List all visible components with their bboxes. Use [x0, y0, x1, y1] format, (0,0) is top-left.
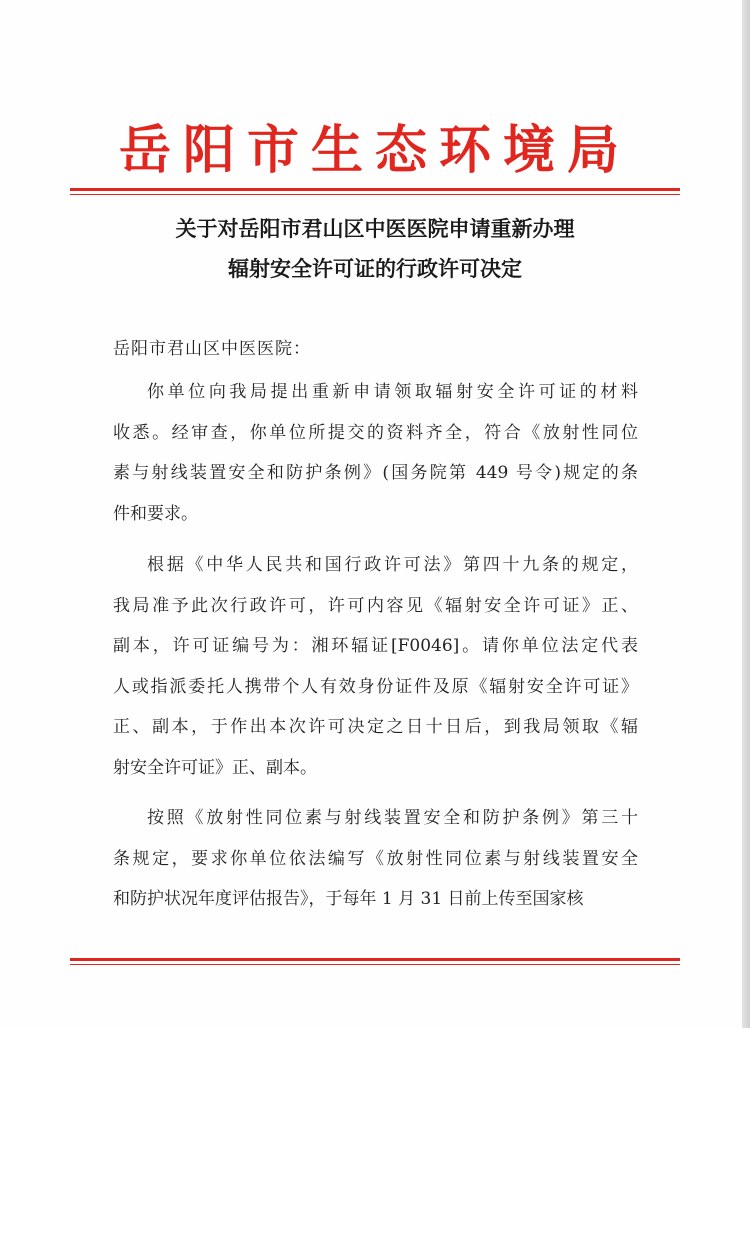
body-paragraph-3 — [113, 798, 638, 920]
paragraph-line: 素与射线装置安全和防护条例》(国务院第 449 号令)规定的条 — [113, 463, 638, 483]
addressee: 岳阳市君山区中医医院： — [113, 339, 311, 359]
paragraph-line: 副本，许可证编号为：湘环辐证[F0046]。请你单位法定代表 — [113, 636, 638, 656]
paragraph-line: 件和要求。 — [113, 503, 198, 524]
paragraph-line: 人或指派委托人携带个人有效身份证件及原《辐射安全许可证》 — [113, 676, 638, 697]
letterhead-divider — [70, 188, 680, 196]
letterhead-org-name: 岳阳市生态环境局 — [118, 120, 631, 181]
paragraph-line: 根据《中华人民共和国行政许可法》第四十九条的规定， — [147, 555, 638, 575]
paragraph-line: 和防护状况年度评估报告》，于每年 1 月 31 日前上传至国家核 — [113, 889, 584, 909]
paragraph-line: 条规定，要求你单位依法编写《放射性同位素与射线装置安全 — [113, 848, 638, 869]
paragraph-line: 你单位向我局提出重新申请领取辐射安全许可证的材料 — [147, 382, 638, 402]
paragraph-line: 我局准予此次行政许可，许可内容见《辐射安全许可证》正、 — [113, 595, 638, 616]
paragraph-line: 射安全许可证》正、副本。 — [113, 757, 317, 778]
document-title-line-2: 辐射安全许可证的行政许可决定 — [228, 256, 522, 281]
paragraph-line: 收悉。经审查，你单位所提交的资料齐全，符合《放射性同位 — [113, 422, 638, 443]
page-edge-shadow — [742, 0, 750, 1028]
blank-area — [0, 1028, 750, 1235]
footer-divider — [70, 958, 680, 966]
paragraph-line: 按照《放射性同位素与射线装置安全和防护条例》第三十 — [147, 808, 638, 828]
body-paragraph-1 — [113, 372, 638, 534]
document-title-line-1: 关于对岳阳市君山区中医医院申请重新办理 — [175, 216, 575, 241]
body-paragraph-2 — [113, 545, 638, 788]
paragraph-line: 正、副本，于作出本次许可决定之日十日后，到我局领取《辐 — [113, 717, 638, 737]
